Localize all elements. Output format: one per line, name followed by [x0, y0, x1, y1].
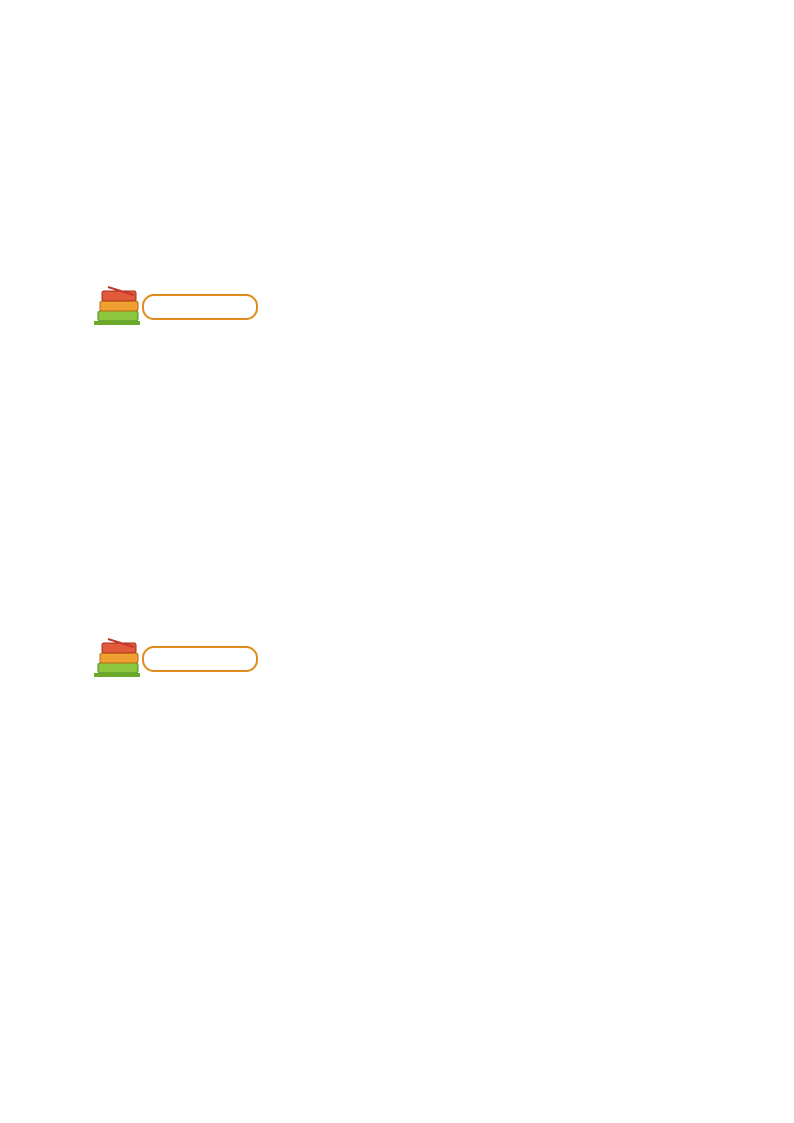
- section-banner-practice: [94, 637, 264, 681]
- section-banner-features: [94, 285, 264, 329]
- books-icon: [94, 637, 146, 681]
- books-icon: [94, 285, 146, 329]
- banner-label: [142, 294, 258, 320]
- banner-label: [142, 646, 258, 672]
